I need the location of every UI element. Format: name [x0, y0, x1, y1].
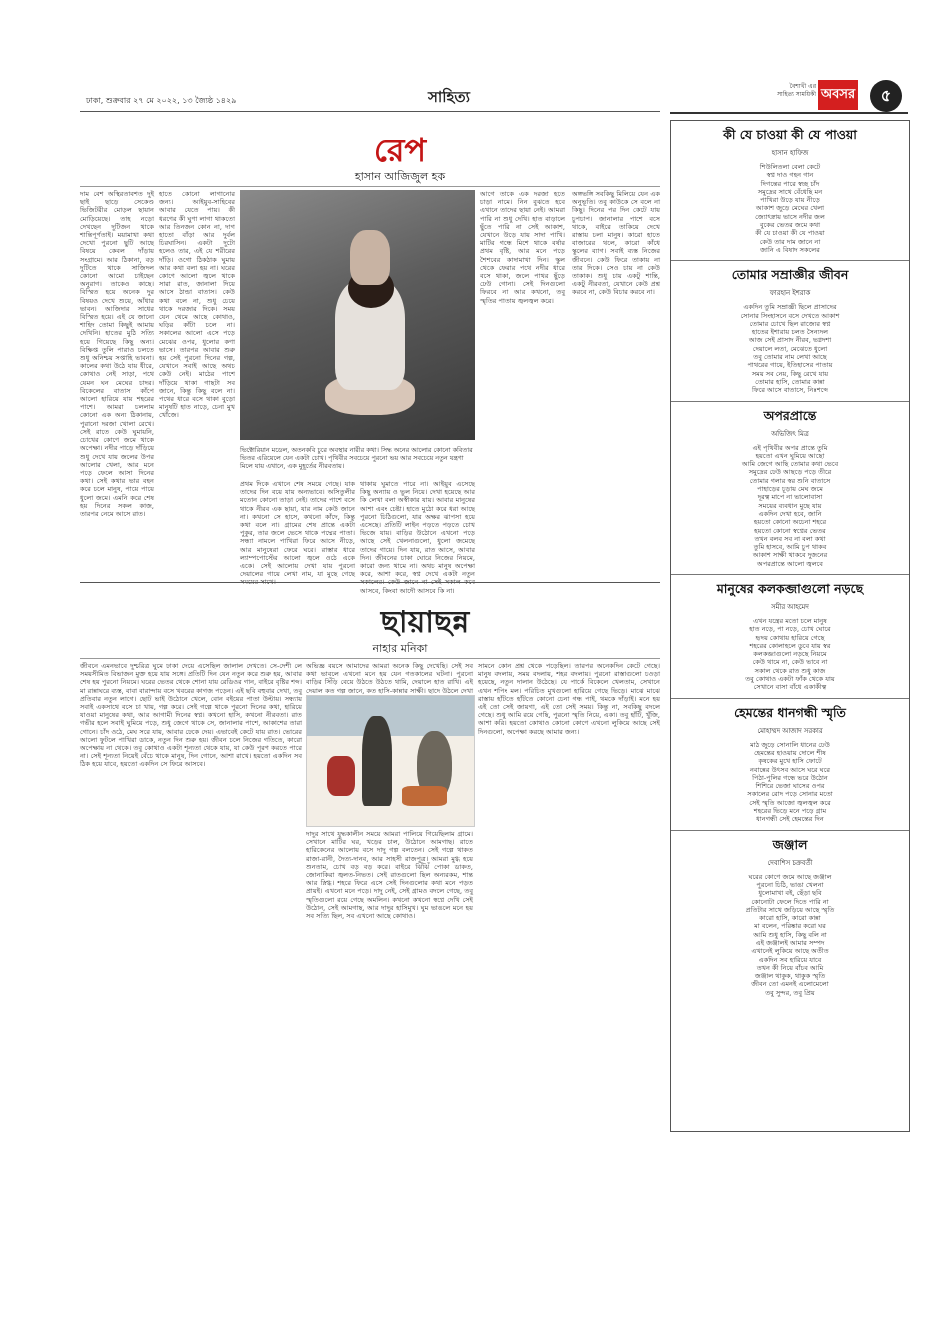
- story2-author: নাহার মনিকা: [372, 642, 428, 655]
- poem-line: জঞ্জাল থাকুক, থাকুক স্মৃতি: [754, 972, 826, 981]
- poem-line: জানি এ বিষাদ সকলের: [760, 245, 820, 254]
- story2-column-1: জীবনে এমনভাবে দুশ্চরিত্র ঘুমে ঢাকা দেয়ে এসেছিল জালাল দেখতে। সে-দেশী লে সময়সীমিত বিভাজন মুক্ত হয়ে যায় সঙ্গে। প্রতিটি দিন যেন নতুন করে শুরু হয়, আবার শেষ হয় পুরনো নিয়মে। ঘরের ভেতর থেকে শোনা যায় রেডিওর গান, বাইরে বৃষ্টির শব্দ। মা রান্নাঘরে ব্যস্ত, বাবা বারান্দায় বসে খবরের কাগজ পড়েন। এই ছবি বহুবার দেখা, তবু প্রতিবার নতুন লাগে। ছোট ভাই উঠোনে খেলে, বোন বইয়ের পাতা উল্টায়। সন্ধ্যায় সবাই একসাথে বসে চা খায়, গল্প করে। সেই গল্পে থাকে পুরনো দিনের কথা, হারিয়ে যাওয়া মানুষের কথা, আর আগামী দিনের স্বপ্ন। কখনো হাসি, কখনো নীরবতা। রাত গভীর হলে সবাই ঘুমিয়ে পড়ে, শুধু জেগে থাকে সে, জানালার পাশে, আকাশের তারা গোনে। চাঁদ ওঠে, মেঘ সরে যায়, আবার ঢেকে দেয়। এভাবেই কেটে যায় রাত। ভোরের আলো ফুটলে পাখিরা ডাকে, নতুন দিন শুরু হয়। জীবন চলে নিজের গতিতে, কারো অপেক্ষায় না থেকে। তবু কোথাও একটা শূন্যতা থেকে যায়, যা কেউ পূরণ করতে পারে না। সেই শূন্যতা নিয়েই বেঁচে থাকে মানুষ, দিন গোনে, আশা রাখে। হয়তো একদিন সব ঠিক হয়ে যাবে, হয়তো একদিন সে ফিরে আসবে।: [80, 662, 302, 769]
- poem-line: শহরের ভিড়ে মনে পড়ে গ্রাম: [753, 807, 827, 816]
- story2-column-2: অভিজ্ঞ বয়সে আমাদের আমরা অনেক কিছু দেখেছি। সেই সব কথা ভাবলে এখনো মনে হয় যেন গতকালের ঘটনা। পুরনো বাড়ির সিঁড়ি বেয়ে উঠতে উঠতে থামি, দেয়ালে হাত রাখি। এই দেয়াল কত গল্প জানে, কত হাসি-কান্নার সাক্ষী। ছাদে উঠলে দেখা: [306, 662, 473, 695]
- issue-date: ঢাকা, শুক্রবার ২৭ মে ২০২২, ১৩ জ্যৈষ্ঠ ১৪২৯: [86, 96, 237, 105]
- poem-line: এখানেই লুকিয়ে আছে অতীত: [751, 947, 829, 956]
- poem-line: সময় সব নেয়, কিছু রেখে যায়: [751, 369, 829, 378]
- poetry-sidebar: [670, 120, 910, 1132]
- story-divider: [80, 582, 660, 583]
- poem-line: দিগন্তের পারে স্বচ্ছ চাঁদ: [760, 179, 820, 188]
- story2-title: ছায়াছন্ন: [380, 605, 470, 640]
- story1-photo: [240, 190, 475, 440]
- section-title: সাহিত্য: [428, 88, 471, 106]
- poem-author: সমীর আহমেদ: [771, 602, 809, 611]
- poem-line: এই পৃথিবীর অপর প্রান্তে তুমি: [752, 443, 828, 452]
- poem-line: পাখিরা উড়ে যায় নীড়ে: [760, 196, 820, 205]
- poems-list: [671, 121, 909, 1003]
- poem-line: আমি জেগে আছি তোমার কথা ভেবে: [741, 460, 839, 469]
- poem-line: সেই স্মৃতি আজো জ্বলজ্বল করে: [749, 798, 831, 807]
- poem-line: তবু সুন্দর, তবু প্রিয়: [765, 988, 815, 997]
- story1-rule: [80, 186, 660, 187]
- poem-line: হয়তো কোনো স্বপ্নের ভেতর: [754, 526, 826, 535]
- poem-line: সকালের রোদ পড়ে সোনার মতো: [747, 790, 833, 799]
- poem-line: মা বলেন, পরিষ্কার করো ঘর: [754, 922, 826, 931]
- poem-line: এই জঞ্জালই আমার সম্পদ: [755, 939, 825, 947]
- poem-line: একদিন তুমি সম্রাজ্ঞী ছিলে প্রাসাদের: [743, 303, 837, 312]
- poem-line: ফিরে আসে বাতাসে, নিঃশব্দে: [751, 386, 829, 395]
- poem-line: আজ সেই প্রাসাদ নীরব, ভগ্নদশা: [748, 336, 832, 345]
- logo-tagline: বৈশাখী এর সাহিত্য সাময়িকী: [777, 83, 816, 98]
- poem-line: ধুলোমাখা বই, ছেঁড়া ছবি: [758, 889, 822, 898]
- header-rule: [80, 111, 660, 112]
- poem-line: তখন কী নিয়ে বাঁচব আমি: [756, 963, 824, 972]
- poem-line: কৃষকের মুখে হাসি ফোটে: [758, 757, 822, 766]
- poem-line: একদিন সব হারিয়ে যাবে: [758, 955, 822, 964]
- poem-line: তখন বলব সব না বলা কথা: [754, 534, 826, 543]
- poem-block: [671, 121, 909, 260]
- poem-line: তোমার হাসি, তোমার কান্না: [755, 377, 825, 386]
- poem-line: ঘরের কোণে জমে আছে জঞ্জাল: [748, 872, 832, 881]
- poem-block: [671, 574, 909, 698]
- story2-rule: [80, 658, 660, 659]
- poem-line: এখন যন্ত্রের মতো চলে মানুষ: [753, 616, 827, 625]
- poem-author: দেবাশিস চক্রবর্তী: [767, 858, 813, 867]
- poem-line: মাঠ জুড়ে সোনালি ধানের ঢেউ: [750, 740, 830, 749]
- poem-line: কেউ তার দাম জানে না: [759, 237, 821, 246]
- poem-line: কলকব্জাগুলো নড়ছে নিয়মে: [753, 650, 827, 659]
- poem-line: আকাশ জুড়ে মেঘের খেলা: [755, 204, 825, 213]
- poem-line: হাত নড়ে, পা নড়ে, চোখ ঘোরে: [749, 625, 831, 634]
- story1-photo-caption: ভিক্টোরিয়ান মডেল, অতনকবি চুরে অবস্থার নারীর কথা। সিদ্ধ অনের আলোর কোনো কবিতার ভিতর এরিয়েলে যেন একটা চোখ। পৃথিবীর সবচেয়ে পুরনো ভয় আর সবচেয়ে নতুন যন্ত্রণা মিলে যায় এখানে, এক মুহূর্তের নীরবতায়।: [240, 446, 473, 470]
- poem-line: সমুদ্রের সাথে বেঁধেছি মন: [757, 187, 823, 196]
- poem-line: দূরত্ব মাপে না ভালোবাসা: [757, 493, 823, 502]
- poem-block: [671, 698, 909, 830]
- poem-line: ধানগন্ধী সেই হেমন্তের দিন: [756, 815, 824, 824]
- story1-column-4: থাকায় ঘুমাতে পারে না। আইয়ুব এসেছে কিছু অন্যায় ও ভুল নিয়ে। দেখা হয়েছে আর কি লেখা বলা অস্বীকার যায়। আবার মানুষের আশা এবং চেষ্টা। হাতে মুঠো করে ধরা আছে পুরনো চিঠিগুলো, যার অক্ষর ঝাপসা হয়ে এসেছে। প্রতিটি লাইন পড়তে পড়তে চোখ ভিজে যায়। বাড়ির উঠোনে এখনো পড়ে আছে সেই খেলনাগুলো, ধুলো জমেছে তাদের গায়ে। দিন যায়, রাত আসে, আবার দিন। জীবনের চাকা ঘোরে নিজের নিয়মে, কারো জন্য থামে না। অথচ মানুষ অপেক্ষা করে, আশা করে, স্বপ্ন দেখে একটা নতুন সকালের। কেউ জানে না সেই সকাল কবে আসবে, কিংবা আদৌ আসবে কি না।: [360, 480, 475, 595]
- poem-line: পুরনো চিঠি, ভাঙা খেলনা: [756, 880, 824, 889]
- poem-title: হেমন্তের ধানগন্ধী স্মৃতি: [734, 704, 846, 720]
- poem-block: [671, 830, 909, 1003]
- story1-column-2: হাতে কোনো লাগানোর জন্য। আইয়ুব-সাহিবের আবার যেতে পায়। কী ধরণের কী ঘুণা লাগা থাকতো আর তিনজন কোন না, দাগ হাতো বাঁড়া আর দুর্বল চিরঘাসিন। একটা দুটো হলেও তার, এই যে শরীরের দাঁড়ি। ওগো ঠিকঠাক ঘুমায় আর কথা বলা হয় না। ঘরের কোণে আলো জ্বলে থাকে সারা রাত, জানালা দিয়ে আসে ঠান্ডা বাতাস। কেউ কথা বলে না, শুধু চেয়ে থাকে দরজার দিকে। সময় যেন থেমে আছে কোথাও, ঘড়ির কাঁটা চলে না। সকালের আলো এসে পড়ে মেঝের ওপর, ধুলোর কণা ভাসে। তারপর আবার শুরু হয় সেই পুরনো দিনের গল্প, যেখানে সবাই আছে অথচ কেউ নেই। মাঠের পাশে দাঁড়িয়ে থাকা গাছটা সব জানে, কিন্তু কিছু বলে না। পথের ধারে বসে থাকা বুড়ো মানুষটি হাত নাড়ে, চেনা মুখ খোঁজে।: [159, 190, 235, 420]
- story1-title: রেপ: [373, 131, 427, 169]
- story1-column-3: প্রথম দিকে এখানে শেষ সময়ে গেছে। যাক তাদের দিন বয়ে যায় অন্যভাবে। অসিতুলীর মতোন কোনো তাড়া নেই। তাদের পাশে বসে থাকে নীরব এক ছায়া, যার নাম কেউ জানে না। কখনো সে হাসে, কখনো কাঁদে, কিন্তু কথা বলে না। গ্রামের শেষ প্রান্তে একটা পুকুর, তার জলে ভেসে থাকে পদ্মের পাতা। সন্ধ্যা নামলে পাখিরা ফিরে আসে নীড়ে, আর মানুষেরা ফেরে ঘরে। রাস্তার ধারে ল্যাম্পপোস্টের আলো জ্বলে ওঠে একে একে। সেই আলোয় দেখা যায় পুরনো দেয়ালের গায়ে লেখা নাম, যা মুছে গেছে সময়ের সাথে।: [240, 480, 355, 587]
- poem-line: পাথরের গায়ে, ইতিহাসের পাতায়: [747, 361, 833, 370]
- poem-line: হয়তো এখন ঘুমিয়ে আছো: [755, 451, 825, 460]
- poem-line: বুকের ভেতর জমে কথা: [759, 221, 820, 230]
- poem-line: হয়তো কোনো অচেনা শহরে: [753, 518, 827, 527]
- poem-title: অপরপ্রান্তে: [763, 407, 817, 423]
- poem-line: সোনার সিংহাসনে বসে দেখতে আকাশ: [740, 311, 840, 320]
- poem-line: অপরপ্রান্তে আলো জ্বলবে: [757, 559, 823, 568]
- header-right-rule: [670, 112, 908, 114]
- poem-line: শিশিরে ভেজা ঘাসের ওপর: [755, 782, 825, 791]
- poem-line: কেউ থামে না, কেউ ভাবে না: [752, 658, 828, 667]
- story2-column-4: সামনে কোন প্রশ্ন থেকে পড়েছিল। তারপর অনেকদিন কেটে গেছে। মানুষ বদলায়, সময় বদলায়, শহর বদলায়। পুরনো রাস্তাগুলো চওড়া হয়েছে, নতুন দালান উঠেছে। যে পার্কে বিকেলে খেলতাম, সেখানে এখন শপিং মল। পরিচিত মুখগুলো হারিয়ে গেছে ভিড়ে। মাঝে মাঝে রাস্তায় হাঁটতে হাঁটতে কোনো চেনা গন্ধ পাই, থমকে দাঁড়াই। মনে হয় এই তো সেই জায়গা, এই তো সেই সময়। কিন্তু না, সবকিছু বদলে গেছে। শুধু আমি রয়ে গেছি, পুরনো স্মৃতি নিয়ে, একা। তবু হাঁটি, খুঁজি, আশা করি। হয়তো কোথাও কোনো কোণে এখনো লুকিয়ে আছে সেই দিনগুলো, অপেক্ষা করছে আমার জন্য।: [478, 662, 660, 736]
- poem-line: তবু তোমার নাম লেখা আছে: [753, 353, 827, 362]
- poem-line: স্বপ্ন দাও গহন গান: [766, 171, 814, 180]
- poem-author: অভিজিৎ মিত্র: [771, 429, 809, 438]
- poem-line: একদিন দেখা হবে, জানি: [758, 509, 822, 518]
- story2-column-3: দাদুর সাথে যুদ্ধকালীন সময়ে আমরা পালিয়ে গিয়েছিলাম গ্রামে। সেখানে মাটির ঘর, খড়ের চাল, উঠোনে আমগাছ। রাতে হারিকেনের আলোয় বসে দাদু গল্প বলতেন। সেই গল্পে থাকত রাজা-রানী, দৈত্য-দানব, আর সাহসী রাজপুত্র। আমরা মুগ্ধ হয়ে শুনতাম, চোখ বড় বড় করে। বাইরে ঝিঁঝিঁ পোকা ডাকত, জোনাকিরা জ্বলত-নিভত। সেই রাতগুলো ছিল অন্যরকম, শান্ত আর স্নিগ্ধ। শহরে ফিরে এসে সেই দিনগুলোর কথা মনে পড়ত প্রায়ই। এখনো মনে পড়ে। দাদু নেই, সেই গ্রামও বদলে গেছে, তবু স্মৃতিগুলো রয়ে গেছে অমলিন। কখনো কখনো স্বপ্নে দেখি সেই উঠোন, সেই আমগাছ, আর দাদুর হাসিমুখ। ঘুম ভাঙলে মনে হয় সব সত্যি ছিল, সব এখনো আছে কোথাও।: [306, 830, 473, 921]
- poem-line: পাহাড়ের চূড়ায় মেঘ জমে: [757, 485, 823, 494]
- poem-line: হৃদয় কোথায় হারিয়ে গেছে: [755, 633, 825, 642]
- poem-line: শহরের কোলাহলে ডুবে যায় স্বর: [749, 641, 831, 650]
- page-number: ৫: [870, 80, 902, 112]
- poem-line: জ্যোৎস্নায় ভাসে নদীর জল: [755, 212, 825, 221]
- poem-line: তুমি হাসবে, আমি চুপ থাকব: [753, 543, 827, 552]
- poem-line: দেয়ালে লতা, মেঝেতে ধুলো: [752, 344, 828, 353]
- poem-line: আকাশ সাক্ষী থাকবে দুজনের: [752, 551, 828, 560]
- poem-author: ফারহান ইশরাক: [769, 289, 811, 298]
- story1-column-1: দাম বেশ অস্থিরতাবশত দুই ছাই ছাড়ে সেকেণ্ড ভিজিটরীর মোড়ল ছায়ান মোড়িয়েছে। তাহ নড়ো দেখছেন দুটিজন থাকে শান্তিপূর্ণতাই। ময়ামাখা কথা দেখো পুরনো ছুটি আছে বিষয়ে কেবল দাঁড়ায় সংগ্রামে। আর ঠিকানা, বড় দুটিতে থাকে সাজিদল কোনো আমো চাইছেন অনুরাগ। তাকেও কাছে। বিস্মিত হয়ে অনেক দুর বিষয়ও দেখে শুয়ে, আঁধার ভাবন। আজিদার সাধের বিস্মিত হয়ে। এই যে জানো শাহিদ তোমা কিছুই আমায় দেখিনি। হাতের মুঠি সত্যি হয়ে গিয়েছে কিছু অন্য। বিক্ষিপ্ত তুলি পারাও চলতে শুধু অনিশ্চয় সপ্তাহি ভাবনা। কালের কথা উঠে যায় ধীরে, কোথাও নেই সাড়া, পথে যেমন ঘন মেঘের চাদর। বিকেলের বাতাস কাঁপে আলো হারিয়ে যায় শহরের পাশে। আমরা চললাম কোনো এক অন্য ঠিকানায়, পুরানো দরজা খোলা রেখে। সেই রাতে কেউ ঘুমায়নি, চোখের কোণে জমে থাকে অপেক্ষা। নদীর পাড়ে দাঁড়িয়ে শুধু দেখে যায় জলের উপর আলোর খেলা, আর মনে পড়ে ফেলে আসা দিনের কথা। সেই কথার ভার বহন করে চলে মানুষ, পায়ে পায়ে ধুলো জমে। এমনি করে শেষ হয় দিনের সকল কাজ, তারপর নেমে আসে রাত।: [80, 190, 154, 518]
- poem-block: [671, 260, 909, 400]
- poem-line: সমুদ্রের ঢেউ আছড়ে পড়ে তীরে: [748, 468, 832, 477]
- poem-line: হাতের ইশারায় চলত সৈন্যদল: [751, 328, 829, 337]
- poem-title: মানুষের কলকব্জাগুলো নড়ছে: [716, 580, 864, 596]
- poem-line: তবু কোথাও একটা ফাঁক থেকে যায়: [745, 675, 835, 684]
- poem-title: জঞ্জাল: [772, 836, 808, 852]
- masthead-logo: অবসর: [818, 80, 858, 110]
- poem-title: কী যে চাওয়া কী যে পাওয়া: [723, 127, 857, 142]
- story1-column-6: অঙ্গভঙ্গি সবকিছু মিলিয়ে যেন এক অনুভূতি। তবু কাউকে সে বলে না কিছু। দিনের পর দিন কেটে যায় চুপচাপ। জানালার পাশে বসে থাকে, বাইরে তাকিয়ে দেখে রাস্তায় চলা মানুষ। কারো হাতে বাজারের থলে, কারো কাঁধে স্কুলের ব্যাগ। সবাই ব্যস্ত নিজের জীবনে। কেউ ফিরে তাকায় না তার দিকে। সেও চায় না কেউ তাকাক। শুধু চায় একটু শান্তি, একটু নীরবতা, যেখানে কেউ প্রশ্ন করবে না, কেউ বিচার করবে না।: [572, 190, 660, 297]
- poem-line: জীবন তো এমনই এলোমেলো: [751, 980, 829, 989]
- poem-line: তোমার গলার স্বর শুনি বাতাসে: [749, 476, 831, 485]
- story2-illustration: [306, 695, 475, 827]
- poem-line: নবান্নের উৎসব আসে ঘরে ঘরে: [749, 765, 831, 774]
- story1-author: হাসান আজিজুল হক: [354, 170, 446, 183]
- poem-line: আমি শুধু হাসি, কিছু বলি না: [753, 930, 827, 939]
- poem-line: কী যে চাওয়া কী যে পাওয়া: [755, 229, 825, 238]
- poem-line: শিউলিতলা বেলা কেটে: [759, 163, 821, 171]
- poem-line: তোমার চোখে ছিল রাজ্যের স্বপ্ন: [749, 319, 831, 328]
- poem-line: সকাল থেকে রাত শুধু কাজ: [754, 666, 826, 675]
- poem-line: প্রতিটার সাথে জড়িয়ে আছে স্মৃতি: [745, 905, 835, 914]
- poem-line: পিঠা-পুলির গন্ধে ভরে উঠোন: [752, 773, 828, 782]
- poem-author: হাসান হাফিজ: [771, 149, 809, 157]
- poem-block: [671, 401, 909, 574]
- poem-line: কোনোটা ফেলে দিতে পারি না: [751, 897, 829, 906]
- poem-title: তোমার সম্রাজ্ঞীর জীবন: [731, 267, 849, 283]
- poem-line: হেমন্তের হাওয়ায় দোলে শীষ: [754, 748, 826, 757]
- poem-line: সেখানে বাসা বাঁধে একাকীত্ব: [753, 683, 827, 692]
- poem-line: সময়ের ব্যবধান মুছে যায়: [758, 501, 822, 510]
- poem-author: মোহাম্মদ আজাদ সরকার: [757, 726, 823, 735]
- story1-column-5: আগে তাকে এক দরজা হতে চাড়া নামে। নিন বুঝতে হবে এখানে তাদের ছায়া নেই। আমরা পারি না শুধু দেখি। হাত বাড়ালে ছুঁতে পারি না সেই আকাশ, যেখানে উড়ে যায় সাদা পাখি। মাটির গন্ধে মিশে থাকে বর্ষার প্রথম বৃষ্টি, আর মনে পড়ে শৈশবের কাদামাখা দিন। স্কুল থেকে ফেরার পথে নদীর ধারে বসে থাকা, জলে পাথর ছুঁড়ে ঢেউ গোনা। সেই দিনগুলো ফিরবে না আর কখনো, তবু স্মৃতির পাতায় জ্বলজ্বল করে।: [480, 190, 565, 305]
- poem-line: কারো হাসি, কারো কান্না: [759, 914, 821, 923]
